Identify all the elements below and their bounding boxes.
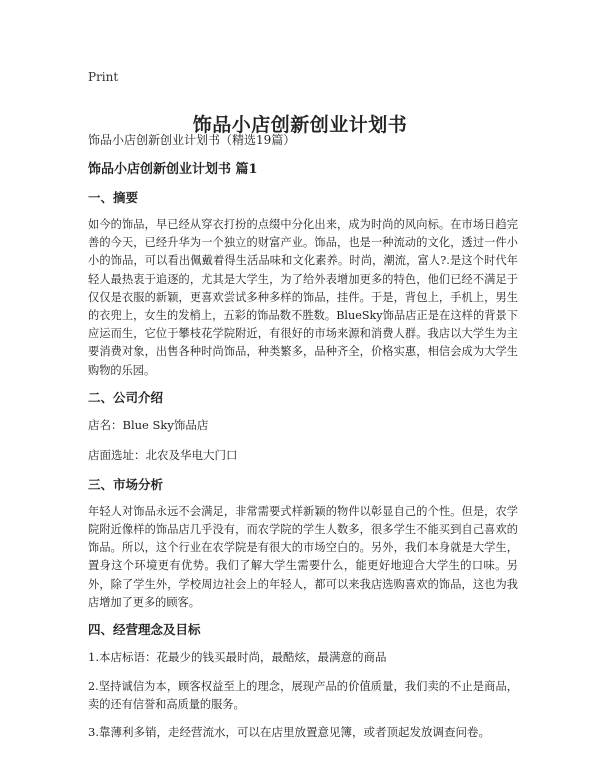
philosophy-item: 2.坚持诚信为本，顾客权益至上的理念，展现产品的价值质量，我们卖的不止是商品，卖的还有信誉和高质量的服务。 bbox=[88, 680, 518, 712]
store-location-line: 店面选址：北农及华电大门口 bbox=[88, 447, 238, 462]
document-title: 饰品小店创新创业计划书 bbox=[192, 113, 408, 136]
store-name-line: 店名：Blue Sky饰品店 bbox=[88, 417, 209, 432]
section-heading-summary: 一、摘要 bbox=[88, 190, 139, 205]
philosophy-item: 1.本店标语：花最少的钱买最时尚，最酷炫，最满意的商品 bbox=[88, 650, 387, 665]
section-heading-company: 二、公司介绍 bbox=[88, 389, 164, 405]
market-paragraph: 年轻人对饰品永远不会满足，非常需要式样新颖的物件以彰显自己的个性。但是，农学院附近像样的饰品店几乎没有，而农学院的学生人数多，很多学生不能买到自己喜欢的饰品。所以，这个行业在农学院是有很大的市场空白的。另外，我们本身就是大学生，置身这个环境更有优势。我们了解大学生需要什么，能更好地迎合大学生的口味。另外，除了学生外，学校周边社会上的年轻人，都可以来我店选购喜欢的饰品，这也为我店增加了更多的顾客。 bbox=[88, 504, 518, 609]
philosophy-item: 3.靠薄利多销，走经营流水，可以在店里放置意见簿，或者顶起发放调查问卷。 bbox=[88, 725, 490, 740]
summary-paragraph: 如今的饰品，早已经从穿衣打扮的点缀中分化出来，成为时尚的风向标。在市场日趋完善的今天，已经升华为一个独立的财富产业。饰品，也是一种流动的文化，透过一件小小的饰品，可以看出佩戴着得生活品味和文化素养。时尚，潮流，富人?.是这个时代年轻人最热衷于追逐的，尤其是大学生，为了给外表增加更多的特色，他们已经不满足于仅仅是衣服的新颖，更喜欢尝试多种多样的饰品，挂件。于是，背包上，手机上，男生的衣兜上，女生的发梢上，五彩的饰品数不胜数。BlueSky饰品店正是在这样的背景下应运而生，它位于攀枝花学院附近，有很好的市场来源和消费人群。我店以大学生为主要消费对象，出售各种时尚饰品，种类繁多，品种齐全，价格实惠，相信会成为大学生购物的乐园。 bbox=[88, 218, 518, 377]
document-subtitle: 饰品小店创新创业计划书（精选19篇） bbox=[88, 133, 296, 147]
section-heading-philosophy: 四、经营理念及目标 bbox=[88, 622, 201, 638]
print-link[interactable]: Print bbox=[88, 70, 119, 84]
article-title: 饰品小店创新创业计划书 篇1 bbox=[88, 162, 258, 177]
document-body bbox=[88, 131, 518, 753]
section-heading-market: 三、市场分析 bbox=[88, 476, 164, 492]
